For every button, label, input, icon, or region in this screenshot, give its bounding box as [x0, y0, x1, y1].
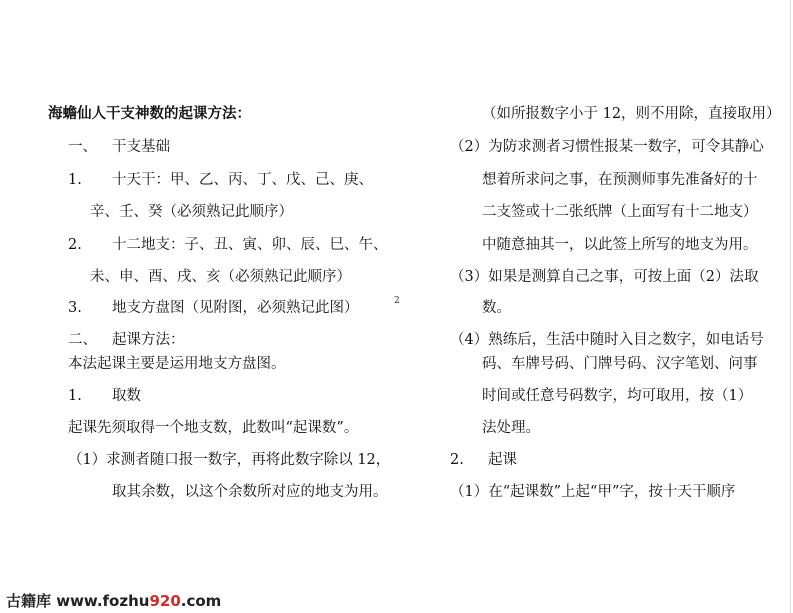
text-line: 本法起课主要是运用地支方盘图。: [68, 356, 286, 372]
list-number: 1.: [68, 388, 82, 404]
section-heading: 起课: [488, 452, 517, 468]
text-line: （4）熟练后，生活中随时入目之数字，如电话号: [450, 332, 764, 348]
text-line: 想着所求问之事，在预测师事先准备好的十: [482, 172, 758, 188]
text-line: 中随意抽其一，以此签上所写的地支为用。: [482, 237, 758, 253]
text-line: 地支方盘图（见附图，必须熟记此图）: [112, 300, 359, 316]
list-number: 3.: [68, 300, 82, 316]
text-line: 十二地支：子、丑、寅、卯、辰、巳、午、: [112, 237, 388, 253]
list-number: 2.: [68, 237, 82, 253]
text-line: 起课先须取得一个地支数，此数叫“起课数”。: [68, 420, 359, 436]
watermark-suffix: .com: [180, 592, 222, 610]
text-line: （3）如果是测算自己之事，可按上面（2）法取: [450, 269, 759, 285]
page-number: 2: [394, 296, 400, 306]
text-line: 数。: [482, 300, 511, 316]
section-number: 二、: [68, 332, 97, 348]
section-number: 一、: [68, 139, 97, 155]
text-line: （1）求测者随口报一数字，再将此数字除以 12，: [68, 452, 391, 468]
text-line: 二支签或十二张纸牌（上面写有十二地支）: [482, 204, 758, 220]
text-line: 辛、壬、癸（必须熟记此顺序）: [90, 204, 293, 220]
text-line: 时间或任意号码数字，均可取用，按（1）: [482, 388, 753, 404]
section-heading: 起课方法：: [112, 332, 185, 348]
text-line: （如所报数字小于 12，则不用除，直接取用）: [482, 106, 781, 122]
page-title: 海蟾仙人干支神数的起课方法：: [48, 106, 251, 122]
list-number: 2.: [450, 452, 464, 468]
site-watermark: [6, 590, 221, 611]
text-line: 法处理。: [482, 420, 540, 436]
section-heading: 干支基础: [112, 139, 170, 155]
list-number: 1.: [68, 172, 82, 188]
page-edge: [788, 0, 791, 613]
text-line: 码、车牌号码、门牌号码、汉字笔划、问事: [482, 356, 758, 372]
watermark-number: 920: [149, 592, 181, 610]
text-line: （1）在“起课数”上起“甲”字，按十天干顺序: [450, 484, 736, 500]
text-line: 未、申、酉、戌、亥（必须熟记此顺序）: [90, 269, 351, 285]
text-line: 十天干：甲、乙、丙、丁、戊、己、庚、: [112, 172, 373, 188]
text-line: 取其余数，以这个余数所对应的地支为用。: [112, 484, 388, 500]
watermark-text: 古籍库 www.fozhu: [6, 592, 150, 610]
section-heading: 取数: [112, 388, 141, 404]
text-line: （2）为防求测者习惯性报某一数字，可令其静心: [450, 139, 764, 155]
